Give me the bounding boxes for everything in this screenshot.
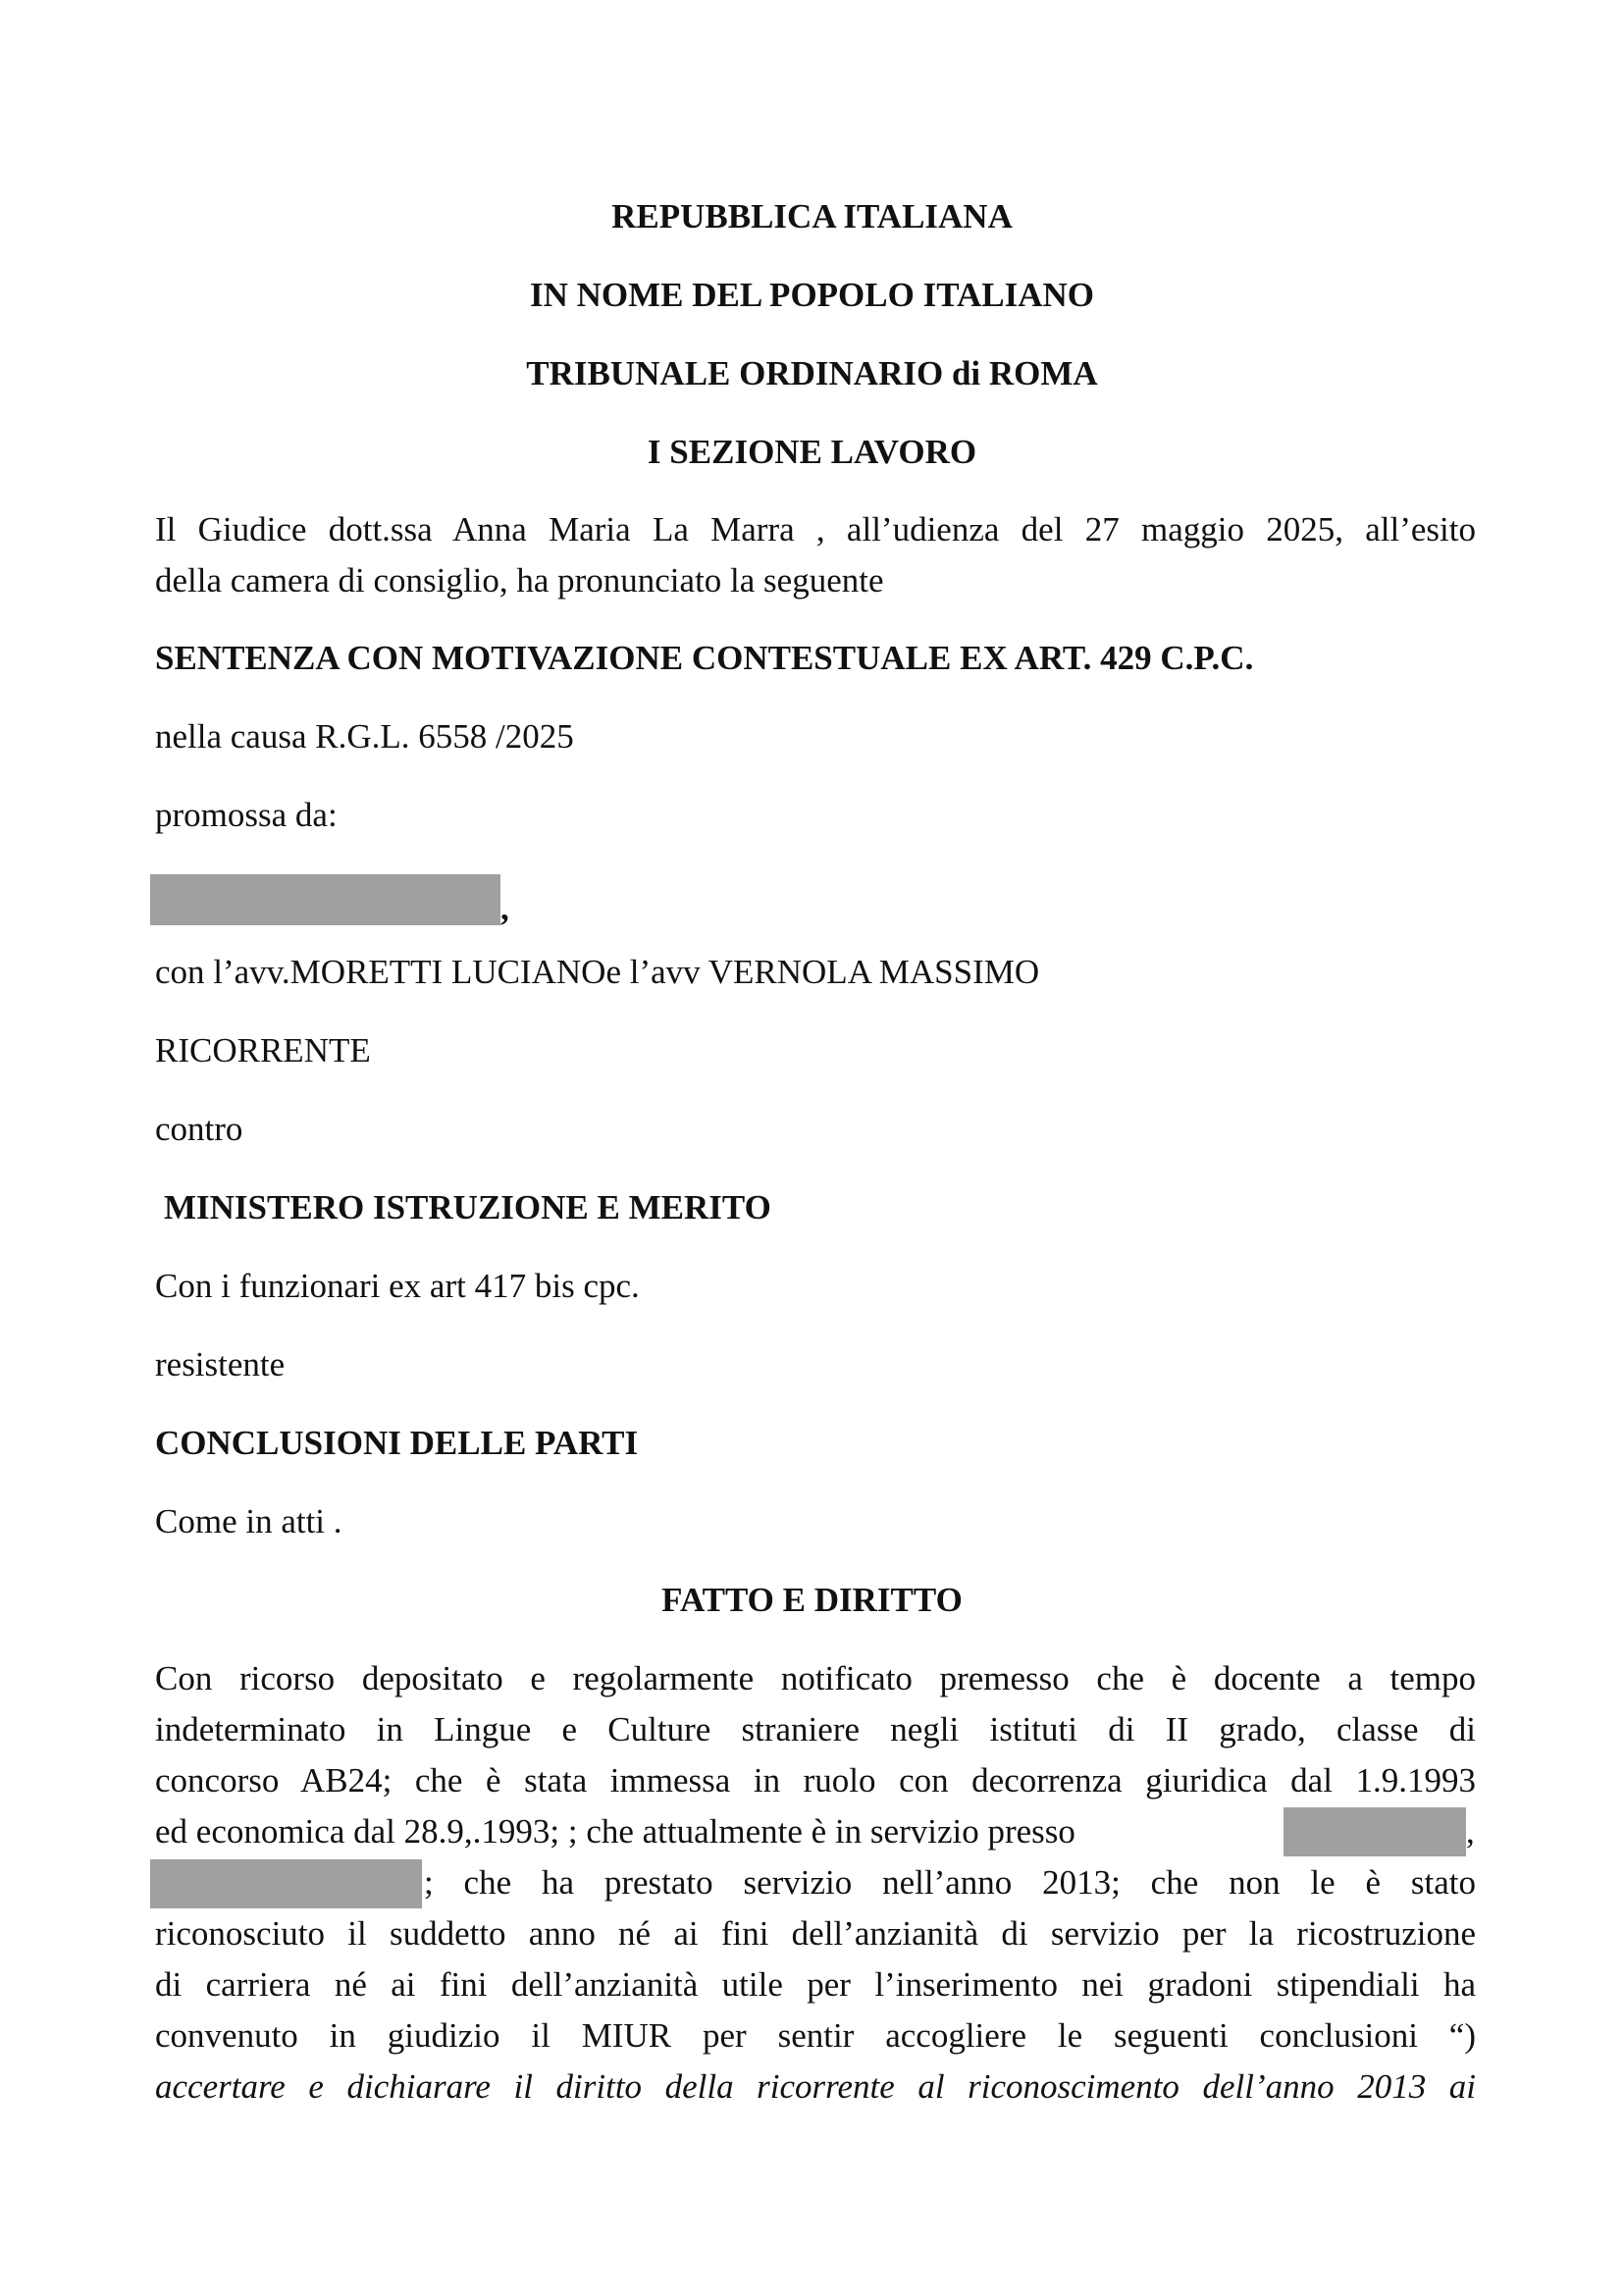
intro-line-1: Il Giudice dott.ssa Anna Maria La Marra , all’udienza del 27 maggio 2025, all’esito — [155, 510, 1476, 548]
facts-line-5: ; che ha prestato servizio nell’anno 2013; che non le è stato — [424, 1863, 1476, 1902]
header-section: I SEZIONE LAVORO — [647, 433, 977, 471]
facts-line-2: indeterminato in Lingue e Culture straniere negli istituti di II grado, classe di — [155, 1710, 1476, 1748]
defendant-role: resistente — [155, 1345, 286, 1383]
defendant: MINISTERO ISTRUZIONE E MERITO — [164, 1188, 771, 1226]
intro-line-2: della camera di consiglio, ha pronunciato la seguente — [155, 561, 884, 600]
against: contro — [155, 1110, 243, 1148]
redacted-school-name — [1283, 1807, 1466, 1856]
facts-line-8: convenuto in giudizio il MIUR per sentir accogliere le seguenti conclusioni “) — [155, 2016, 1476, 2055]
facts-line-4-text: ed economica dal 28.9,.1993; ; che attualmente è in servizio presso — [155, 1812, 1075, 1851]
promoted-by: promossa da: — [155, 796, 338, 834]
header-republic: REPUBBLICA ITALIANA — [611, 197, 1013, 235]
facts-line-3: concorso AB24; che è stata immessa in ruolo con decorrenza giuridica dal 1.9.1993 — [155, 1761, 1476, 1800]
redacted-claimant-name — [150, 874, 500, 925]
facts-line-4-tail: , — [1466, 1812, 1475, 1851]
facts-line-1: Con ricorso depositato e regolarmente notificato premesso che è docente a tempo — [155, 1659, 1476, 1697]
sentence-title: SENTENZA CON MOTIVAZIONE CONTESTUALE EX ART. 429 C.P.C. — [155, 639, 1254, 677]
header-court: TRIBUNALE ORDINARIO di ROMA — [526, 354, 1098, 392]
facts-line-6: riconosciuto il suddetto anno né ai fini dell’anzianità di servizio per la ricostruzione — [155, 1914, 1476, 1953]
redacted-school-location — [150, 1859, 422, 1908]
facts-line-9: accertare e dichiarare il diritto della ricorrente al riconoscimento dell’anno 2013 ai — [155, 2067, 1476, 2106]
conclusions-heading: CONCLUSIONI DELLE PARTI — [155, 1424, 639, 1462]
defendant-counsel: Con i funzionari ex art 417 bis cpc. — [155, 1267, 640, 1305]
case-number: nella causa R.G.L. 6558 /2025 — [155, 717, 574, 756]
header-people: IN NOME DEL POPOLO ITALIANO — [530, 276, 1094, 314]
claimant-line — [150, 874, 509, 928]
facts-line-4 — [155, 1812, 1075, 1852]
lawyers: con l’avv.MORETTI LUCIANOe l’avv VERNOLA MASSIMO — [155, 953, 1040, 991]
facts-heading: FATTO E DIRITTO — [661, 1581, 963, 1619]
claimant-role: RICORRENTE — [155, 1031, 371, 1070]
facts-line-7: di carriera né ai fini dell’anzianità utile per l’inserimento nei gradoni stipendiali ha — [155, 1965, 1476, 2004]
conclusions-text: Come in atti . — [155, 1502, 342, 1540]
claimant-comma: , — [500, 889, 509, 927]
